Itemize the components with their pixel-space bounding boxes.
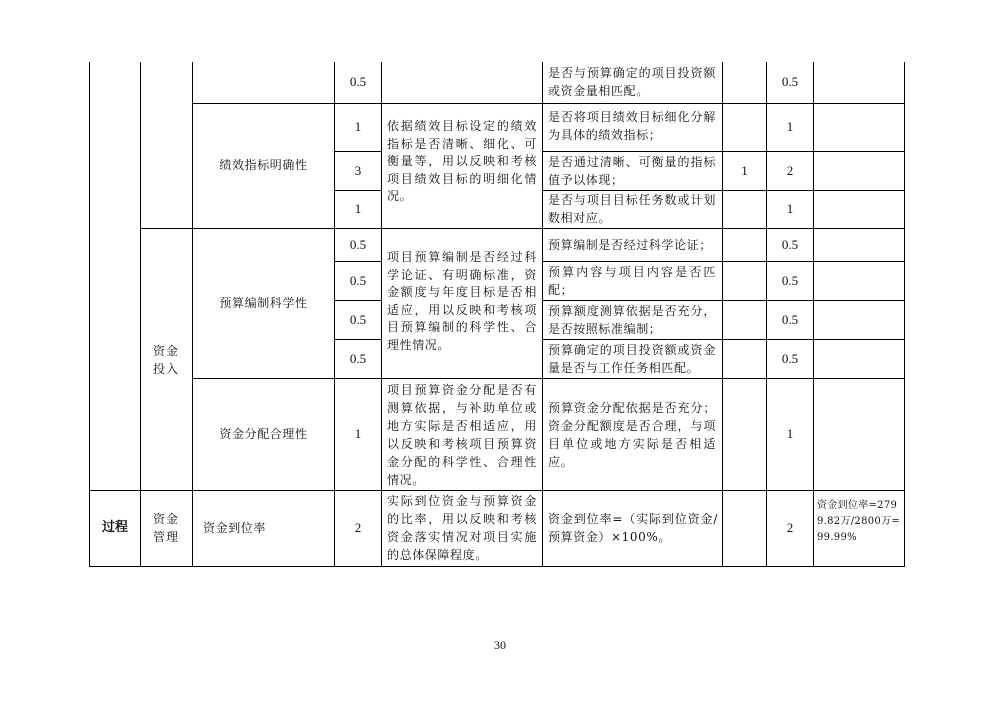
page-number: 30: [494, 638, 506, 652]
indicator-cell: 绩效指标明确性: [219, 158, 308, 173]
score-cell: 0.5: [349, 350, 367, 366]
indicator-cell: 资金分配合理性: [219, 426, 308, 441]
standard-cell: 预算额度测算依据是否充分，是否按照标准编制；: [548, 304, 716, 336]
level2-cell: 资金管理: [152, 512, 179, 544]
standard-cell: 预算内容与项目内容是否匹配；: [548, 265, 716, 297]
score-cell: 0.5: [349, 272, 367, 288]
got-score-cell: 1: [786, 201, 794, 217]
standard-cell: 是否与项目目标任务数或计划数相对应。: [548, 193, 716, 225]
level2-cell: 资金投入: [152, 344, 179, 376]
score-cell: 2: [354, 520, 362, 536]
standard-cell: 预算资金分配依据是否充分；资金分配额度是否合理，与项目单位或地方实际是否相适应。: [548, 401, 716, 469]
indicator-cell: 资金到位率: [203, 520, 267, 535]
got-score-cell: 2: [786, 520, 794, 536]
got-score-cell: 0.5: [781, 236, 799, 252]
got-score-cell: 1: [786, 426, 794, 442]
standard-cell: 预算编制是否经过科学论证；: [548, 238, 712, 252]
explanation-cell: 项目预算编制是否经过科学论证、有明确标准，资金额度与年度目标是否相适应，用以反映和考核项目预算编制的科学性、合理性情况。: [387, 250, 537, 352]
explanation-cell: 项目预算资金分配是否有测算依据，与补助单位或地方实际是否相适应，用以反映和考核项目预算资金分配的科学性、合理性情况。: [387, 383, 537, 487]
indicator-cell: 预算编制科学性: [219, 295, 308, 310]
level1-cell: 过程: [102, 520, 129, 535]
standard-cell: 预算确定的项目投资额或资金量是否与工作任务相匹配。: [548, 343, 716, 375]
got-score-cell: 0.5: [781, 272, 799, 288]
got-score-cell: 0.5: [781, 350, 799, 366]
deduction-cell: 1: [741, 162, 748, 178]
score-cell: 3: [354, 162, 362, 178]
score-cell: 0.5: [349, 311, 367, 327]
standard-cell: 是否将项目绩效目标细化分解为具体的绩效指标；: [548, 110, 716, 142]
score-cell: 0.5: [349, 74, 367, 90]
score-cell: 1: [354, 426, 362, 442]
score-cell: 1: [354, 119, 362, 135]
got-score-cell: 1: [786, 119, 794, 135]
standard-cell: 是否与预算确定的项目投资额或资金量相匹配。: [548, 66, 716, 98]
explanation-cell: 实际到位资金与预算资金的比率，用以反映和考核资金落实情况对项目实施的总体保障程度。: [387, 494, 537, 562]
score-cell: 0.5: [349, 236, 367, 252]
remark-cell: 资金到位率=2799.82万/2800万=99.99%: [817, 500, 901, 543]
score-cell: 1: [354, 201, 362, 217]
got-score-cell: 2: [786, 162, 794, 178]
standard-cell: 是否通过清晰、可衡量的指标值予以体现；: [548, 155, 716, 187]
got-score-cell: 0.5: [781, 311, 799, 327]
standard-cell: 资金到位率=（实际到位资金/预算资金）×100%。: [548, 512, 718, 544]
got-score-cell: 0.5: [781, 74, 799, 90]
explanation-cell: 依据绩效目标设定的绩效指标是否清晰、细化、可衡量等，用以反映和考核项目绩效目标的明细化情况。: [387, 119, 537, 203]
